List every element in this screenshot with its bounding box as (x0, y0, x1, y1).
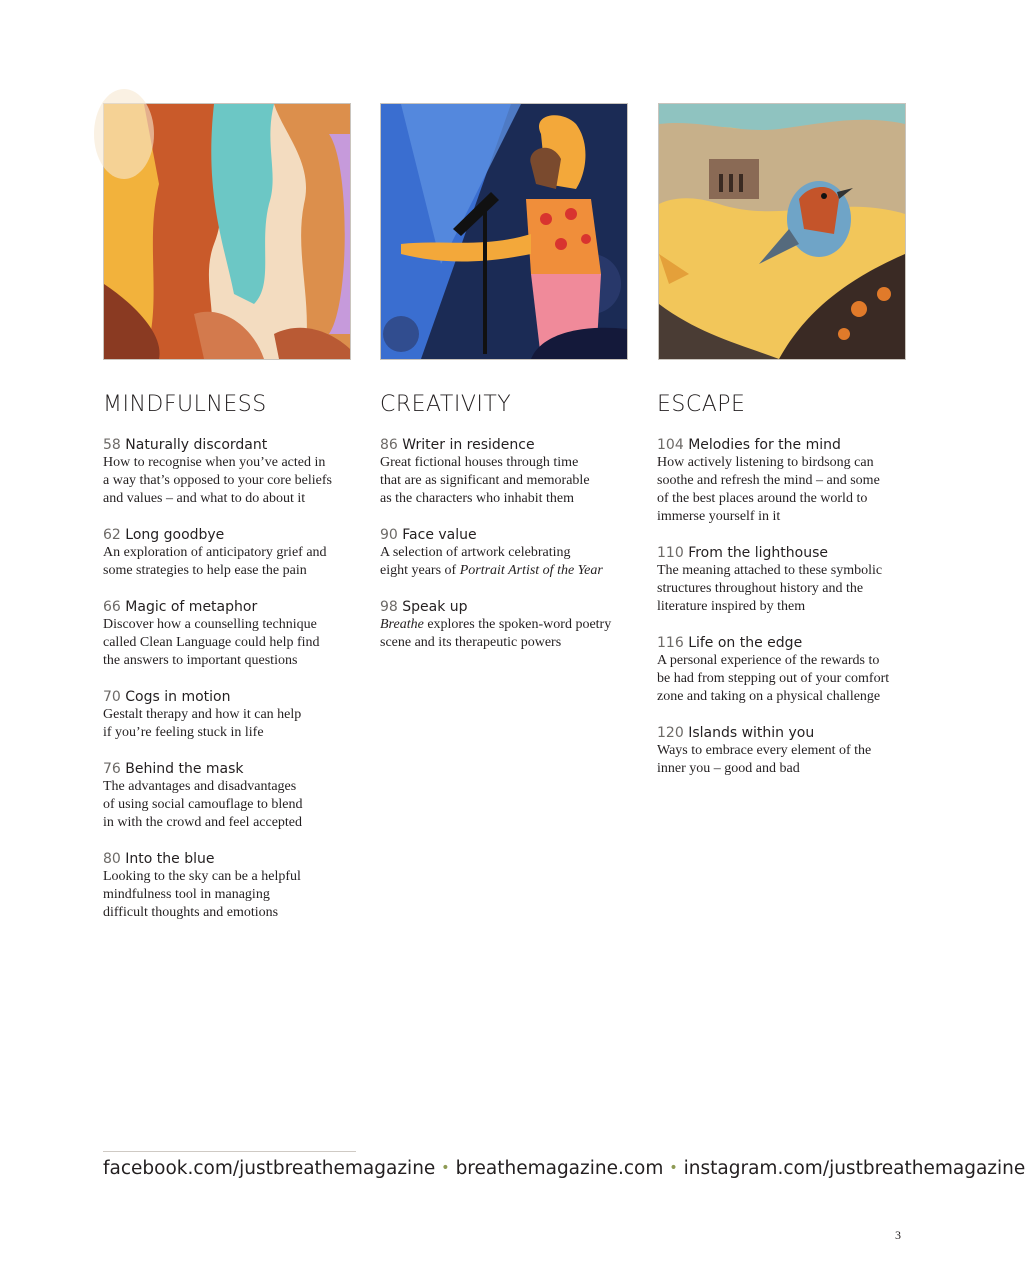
page-ref: 116 (657, 635, 684, 651)
entry-description: A personal experience of the rewards to (657, 653, 880, 668)
entry-title: Life on the edge (688, 635, 803, 651)
entry-heading (657, 634, 907, 652)
entry-title: Cogs in motion (125, 689, 231, 705)
entry-description: How actively listening to birdsong can (657, 455, 874, 470)
toc-entry[interactable] (657, 436, 907, 526)
entry-heading (657, 724, 907, 742)
entry-description: structures throughout history and the (657, 581, 864, 596)
entry-heading (103, 760, 353, 778)
entry-title: Into the blue (125, 851, 215, 867)
page-ref: 70 (103, 689, 121, 705)
footer-divider (103, 1151, 356, 1152)
entry-description: a way that’s opposed to your core beliefs (103, 473, 332, 488)
toc-entry[interactable] (103, 760, 353, 832)
entry-description: in with the crowd and feel accepted (103, 815, 303, 830)
entry-title: Islands within you (688, 725, 815, 741)
toc-entry[interactable] (103, 526, 353, 580)
page-ref: 120 (657, 725, 684, 741)
entry-description: as the characters who inhabit them (380, 491, 574, 506)
entry-title: From the lighthouse (688, 545, 828, 561)
section-escape (657, 391, 907, 796)
page-ref: 86 (380, 437, 398, 453)
entry-heading (103, 850, 353, 868)
desc-text: explores the spoken-word poetry (423, 617, 612, 632)
entry-description: some strategies to help ease the pain (103, 563, 307, 578)
toc-entry[interactable] (380, 598, 630, 652)
page-ref: 58 (103, 437, 121, 453)
creativity-illustration (380, 103, 628, 360)
page-number: 3 (895, 1228, 901, 1242)
entry-description: called Clean Language could help find (103, 635, 320, 650)
entry-description: Looking to the sky can be a helpful (103, 869, 301, 884)
entry-heading (657, 544, 907, 562)
entry-description: immerse yourself in it (657, 509, 781, 524)
entry-description: An exploration of anticipatory grief and (103, 545, 327, 560)
page-ref: 110 (657, 545, 684, 561)
facebook-link[interactable]: facebook.com/justbreathemagazine (103, 1158, 436, 1179)
entry-description: that are as significant and memorable (380, 473, 590, 488)
entry-description: and values – and what to do about it (103, 491, 306, 506)
entry-description: the answers to important questions (103, 653, 298, 668)
entry-description: of using social camouflage to blend (103, 797, 303, 812)
entry-description: literature inspired by them (657, 599, 806, 614)
section-mindfulness (103, 391, 353, 940)
page-ref: 80 (103, 851, 121, 867)
entry-description: How to recognise when you’ve acted in (103, 455, 326, 470)
toc-entry[interactable] (380, 436, 630, 508)
page-ref: 62 (103, 527, 121, 543)
page-ref: 104 (657, 437, 684, 453)
page-ref: 98 (380, 599, 398, 615)
escape-illustration (658, 103, 906, 360)
website-link[interactable]: breathemagazine.com (455, 1158, 664, 1179)
entry-description: scene and its therapeutic powers (380, 635, 562, 650)
entry-description: inner you – good and bad (657, 761, 800, 776)
page-ref: 76 (103, 761, 121, 777)
entry-description (380, 616, 630, 634)
entry-title: Long goodbye (125, 527, 225, 543)
entry-heading (103, 688, 353, 706)
entry-title: Magic of metaphor (125, 599, 258, 615)
page-ref: 66 (103, 599, 121, 615)
toc-entry[interactable] (103, 436, 353, 508)
entry-heading (103, 598, 353, 616)
toc-entry[interactable] (657, 634, 907, 706)
entry-description: A selection of artwork celebrating (380, 545, 571, 560)
section-title: MINDFULNESS (103, 392, 267, 417)
desc-text: eight years of (380, 563, 460, 578)
entry-description: The advantages and disadvantages (103, 779, 297, 794)
entry-title: Naturally discordant (125, 437, 268, 453)
toc-entry[interactable] (103, 688, 353, 742)
entry-description: The meaning attached to these symbolic (657, 563, 883, 578)
entry-description: Ways to embrace every element of the (657, 743, 872, 758)
entry-description: soothe and refresh the mind – and some (657, 473, 880, 488)
entry-heading (380, 436, 630, 454)
entry-title: Melodies for the mind (688, 437, 841, 453)
entry-title: Face value (402, 527, 477, 543)
entry-heading (103, 436, 353, 454)
entry-description: Great fictional houses through time (380, 455, 579, 470)
section-title: ESCAPE (657, 392, 746, 417)
entry-description: Gestalt therapy and how it can help (103, 707, 302, 722)
section-creativity (380, 391, 630, 670)
toc-entry[interactable] (103, 850, 353, 922)
entry-description: if you’re feeling stuck in life (103, 725, 264, 740)
entry-heading (103, 526, 353, 544)
entry-description: mindfulness tool in managing (103, 887, 270, 902)
separator-dot: • (441, 1160, 450, 1176)
footer-links (103, 1158, 1025, 1179)
entry-heading (380, 598, 630, 616)
entry-description: of the best places around the world to (657, 491, 868, 506)
section-title: CREATIVITY (380, 392, 512, 417)
entry-description (380, 562, 630, 580)
toc-entry[interactable] (380, 526, 630, 580)
entry-description: difficult thoughts and emotions (103, 905, 279, 920)
entry-heading (657, 436, 907, 454)
toc-entry[interactable] (103, 598, 353, 670)
separator-dot: • (669, 1160, 678, 1176)
toc-entry[interactable] (657, 544, 907, 616)
mindfulness-illustration (103, 103, 351, 360)
entry-title: Behind the mask (125, 761, 244, 777)
entry-title: Speak up (402, 599, 468, 615)
entry-description: be had from stepping out of your comfort (657, 671, 890, 686)
toc-entry[interactable] (657, 724, 907, 778)
page-ref: 90 (380, 527, 398, 543)
entry-heading (380, 526, 630, 544)
desc-italic-title: Portrait Artist of the Year (459, 563, 603, 578)
entry-description: zone and taking on a physical challenge (657, 689, 881, 704)
entry-description: Discover how a counselling technique (103, 617, 317, 632)
desc-italic-title: Breathe (380, 617, 424, 632)
entry-title: Writer in residence (402, 437, 535, 453)
instagram-link[interactable]: instagram.com/justbreathemagazine (683, 1158, 1025, 1179)
